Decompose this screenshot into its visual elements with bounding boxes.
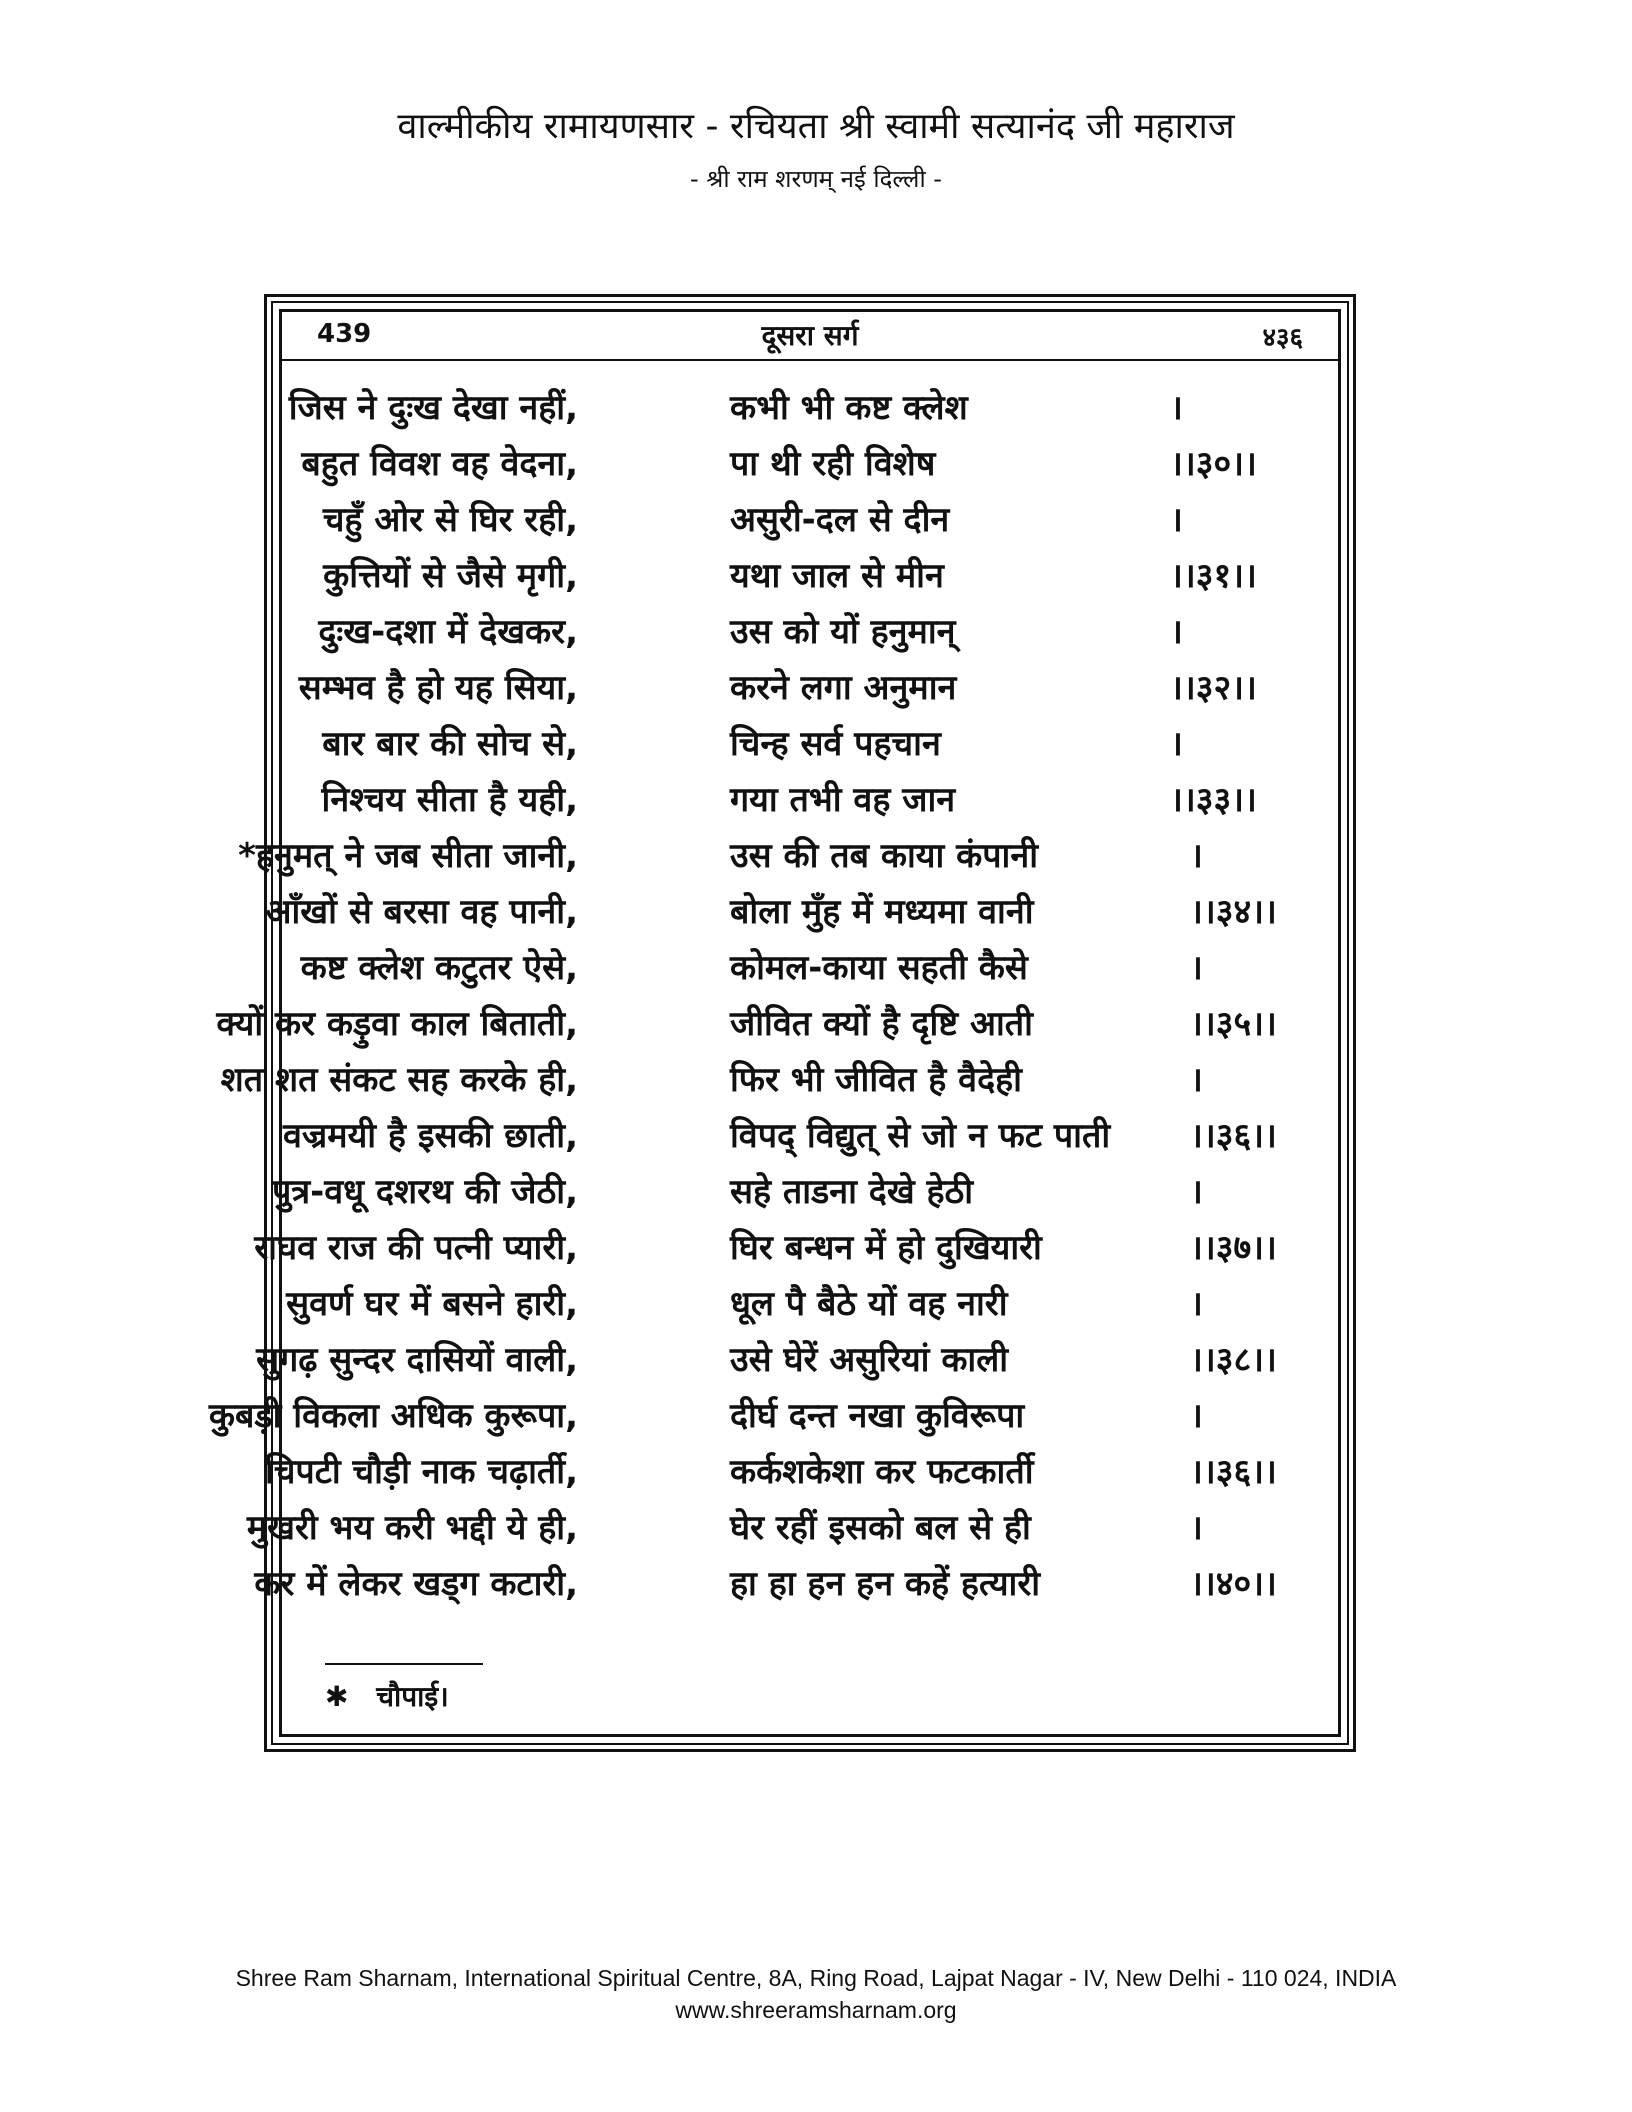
verse-first-half: शत शत संकट सह करके ही, (220, 1060, 578, 1100)
verse-number: । (1170, 388, 1183, 428)
verse-second-half: बोला मुँह में मध्यमा वानी (730, 892, 1034, 932)
verse-first-half: कर में लेकर खड्ग कटारी, (254, 1564, 578, 1604)
verse-number: ।।४०।। (1190, 1564, 1277, 1604)
footer-website: www.shreeramsharnam.org (675, 1997, 957, 2023)
doha-line (317, 713, 1303, 769)
verse-first-half: राघव राज की पत्नी प्यारी, (254, 1228, 578, 1268)
verse-first-half: कष्ट क्लेश कटुतर ऐसे, (300, 948, 578, 988)
verse-second-half: चिन्ह सर्व पहचान (730, 724, 941, 764)
verse-first-half: क्यों कर कड़ुवा काल बिताती, (216, 1004, 578, 1044)
verse-first-half: निश्चय सीता है यही, (321, 780, 578, 820)
verse-number: ।।३७।। (1190, 1228, 1277, 1268)
verse-number: ।।३२।। (1170, 668, 1257, 708)
chaupai-line (238, 825, 1338, 881)
verse-number: । (1190, 1508, 1203, 1548)
verse-first-half: कुबड़ी विकला अधिक कुरूपा, (208, 1396, 578, 1436)
verse-second-half: उस को यों हनुमान् (730, 612, 956, 652)
verse-number: ।।३१।। (1170, 556, 1257, 596)
verse-second-half: कभी भी कष्ट क्लेश (730, 388, 968, 428)
footer-address: Shree Ram Sharnam, International Spiritual Centre, 8A, Ring Road, Lajpat Nagar - IV, New Delhi - 110 024, INDIA (235, 1965, 1397, 1991)
verse-second-half: कोमल-काया सहती कैसे (730, 948, 1028, 988)
verse-second-half: घेर रहीं इसको बल से ही (730, 1508, 1031, 1548)
verse-first-half: सम्भव है हो यह सिया, (298, 668, 578, 708)
verse-first-half: *हनुमत् ने जब सीता जानी, (238, 836, 578, 876)
verse-second-half: गया तभी वह जान (730, 780, 956, 820)
doha-line (317, 545, 1303, 601)
chaupai-line (208, 1385, 1338, 1441)
verse-second-half: धूल पै बैठे यों वह नारी (730, 1284, 1008, 1324)
verse-second-half: फिर भी जीवित है वैदेही (730, 1060, 1022, 1100)
verse-number: । (1190, 1060, 1203, 1100)
verse-number: । (1190, 1284, 1203, 1324)
verse-second-half: असुरी-दल से दीन (730, 500, 950, 540)
verse-number: ।।३८।। (1190, 1340, 1277, 1380)
verse-first-half: पुत्र-वधू दशरथ की जेठी, (272, 1172, 578, 1212)
chaupai-line (254, 1217, 1338, 1273)
footnote-text: चौपाई। (376, 1680, 449, 1713)
verse-first-half: वज्रमयी है इसकी छाती, (282, 1116, 578, 1156)
page-number-arabic: 439 (317, 319, 372, 349)
verse-second-half: पा थी रही विशेष (730, 444, 936, 484)
verse-first-half: चिपटी चौड़ी नाक चढ़ार्ती, (265, 1452, 578, 1492)
verse-number: । (1170, 612, 1183, 652)
verse-number: ।।३६।। (1190, 1452, 1277, 1492)
verse-first-half: बार बार की सोच से, (322, 724, 578, 764)
verse-second-half: उस की तब काया कंपानी (730, 836, 1039, 876)
verse-second-half: उसे घेरें असुरियां काली (730, 1340, 1009, 1380)
verse-first-half: सुगढ़ सुन्दर दासियों वाली, (256, 1340, 578, 1380)
chaupai-line (246, 1497, 1338, 1553)
chaupai-line (265, 881, 1338, 937)
verse-first-half: कुत्तियों से जैसे मृगी, (323, 556, 578, 596)
chaupai-line (265, 1441, 1338, 1497)
footnote (325, 1677, 449, 1715)
verse-first-half: दुःख-दशा में देखकर, (318, 612, 578, 652)
section-title: दूसरा सर्ग (761, 319, 859, 352)
chaupai-line (256, 1329, 1338, 1385)
footnote-divider (325, 1663, 483, 1665)
verse-second-half: यथा जाल से मीन (730, 556, 944, 596)
verse-number: ।।३३।। (1170, 780, 1257, 820)
verse-first-half: मुखरी भय करी भद्दी ये ही, (246, 1508, 578, 1548)
verse-second-half: सहे ताडना देखे हेठी (730, 1172, 974, 1212)
verse-first-half: चहुँ ओर से घिर रही, (322, 500, 578, 540)
verse-number: । (1170, 500, 1183, 540)
verse-first-half: बहुत विवश वह वेदना, (301, 444, 578, 484)
doha-line (317, 769, 1303, 825)
verse-number: ।।३०।। (1170, 444, 1257, 484)
verse-first-half: सुवर्ण घर में बसने हारी, (286, 1284, 578, 1324)
page-number-devanagari: ४३६ (1262, 323, 1303, 353)
document-header-subtitle: - श्री राम शरणम् नई दिल्ली - (690, 165, 942, 193)
chaupai-line (282, 1273, 1338, 1329)
verse-number: । (1190, 836, 1203, 876)
verse-first-half: जिस ने दुःख देखा नहीं, (288, 388, 578, 428)
doha-line (317, 601, 1303, 657)
verse-number: । (1190, 948, 1203, 988)
verse-second-half: जीवित क्यों है दृष्टि आती (730, 1004, 1033, 1044)
doha-line (301, 433, 1303, 489)
chaupai-line (282, 1105, 1338, 1161)
document-header-title: वाल्मीकीय रामायणसार - रचियता श्री स्वामी सत्यानंद जी महाराज (397, 106, 1235, 147)
verse-second-half: हा हा हन हन कहें हत्यारी (730, 1564, 1041, 1604)
verse-number: ।।३६।। (1190, 1116, 1277, 1156)
doha-line (298, 657, 1303, 713)
verse-second-half: घिर बन्धन में हो दुखियारी (730, 1228, 1042, 1268)
verse-number: । (1190, 1172, 1203, 1212)
verse-second-half: करने लगा अनुमान (730, 668, 957, 708)
verse-second-half: कर्कशकेशा कर फटकार्ती (730, 1452, 1034, 1492)
verse-first-half: आँखों से बरसा वह पानी, (265, 892, 578, 932)
verse-second-half: विपद् विद्युत् से जो न फट पाती (730, 1116, 1111, 1156)
chaupai-line (272, 1161, 1338, 1217)
verse-number: । (1170, 724, 1183, 764)
verse-number: ।।३४।। (1190, 892, 1277, 932)
doha-line (288, 377, 1303, 433)
doha-line (317, 489, 1303, 545)
chaupai-line (220, 1049, 1338, 1105)
chaupai-line (216, 993, 1338, 1049)
page-frame (208, 294, 1356, 1752)
asterisk-icon: ✱ (325, 1680, 349, 1713)
verse-second-half: दीर्घ दन्त नखा कुविरूपा (730, 1396, 1025, 1436)
page-header-bar (282, 312, 1338, 361)
verse-number: । (1190, 1396, 1203, 1436)
chaupai-line (254, 1553, 1338, 1609)
chaupai-line (282, 937, 1338, 993)
verse-number: ।।३५।। (1190, 1004, 1277, 1044)
